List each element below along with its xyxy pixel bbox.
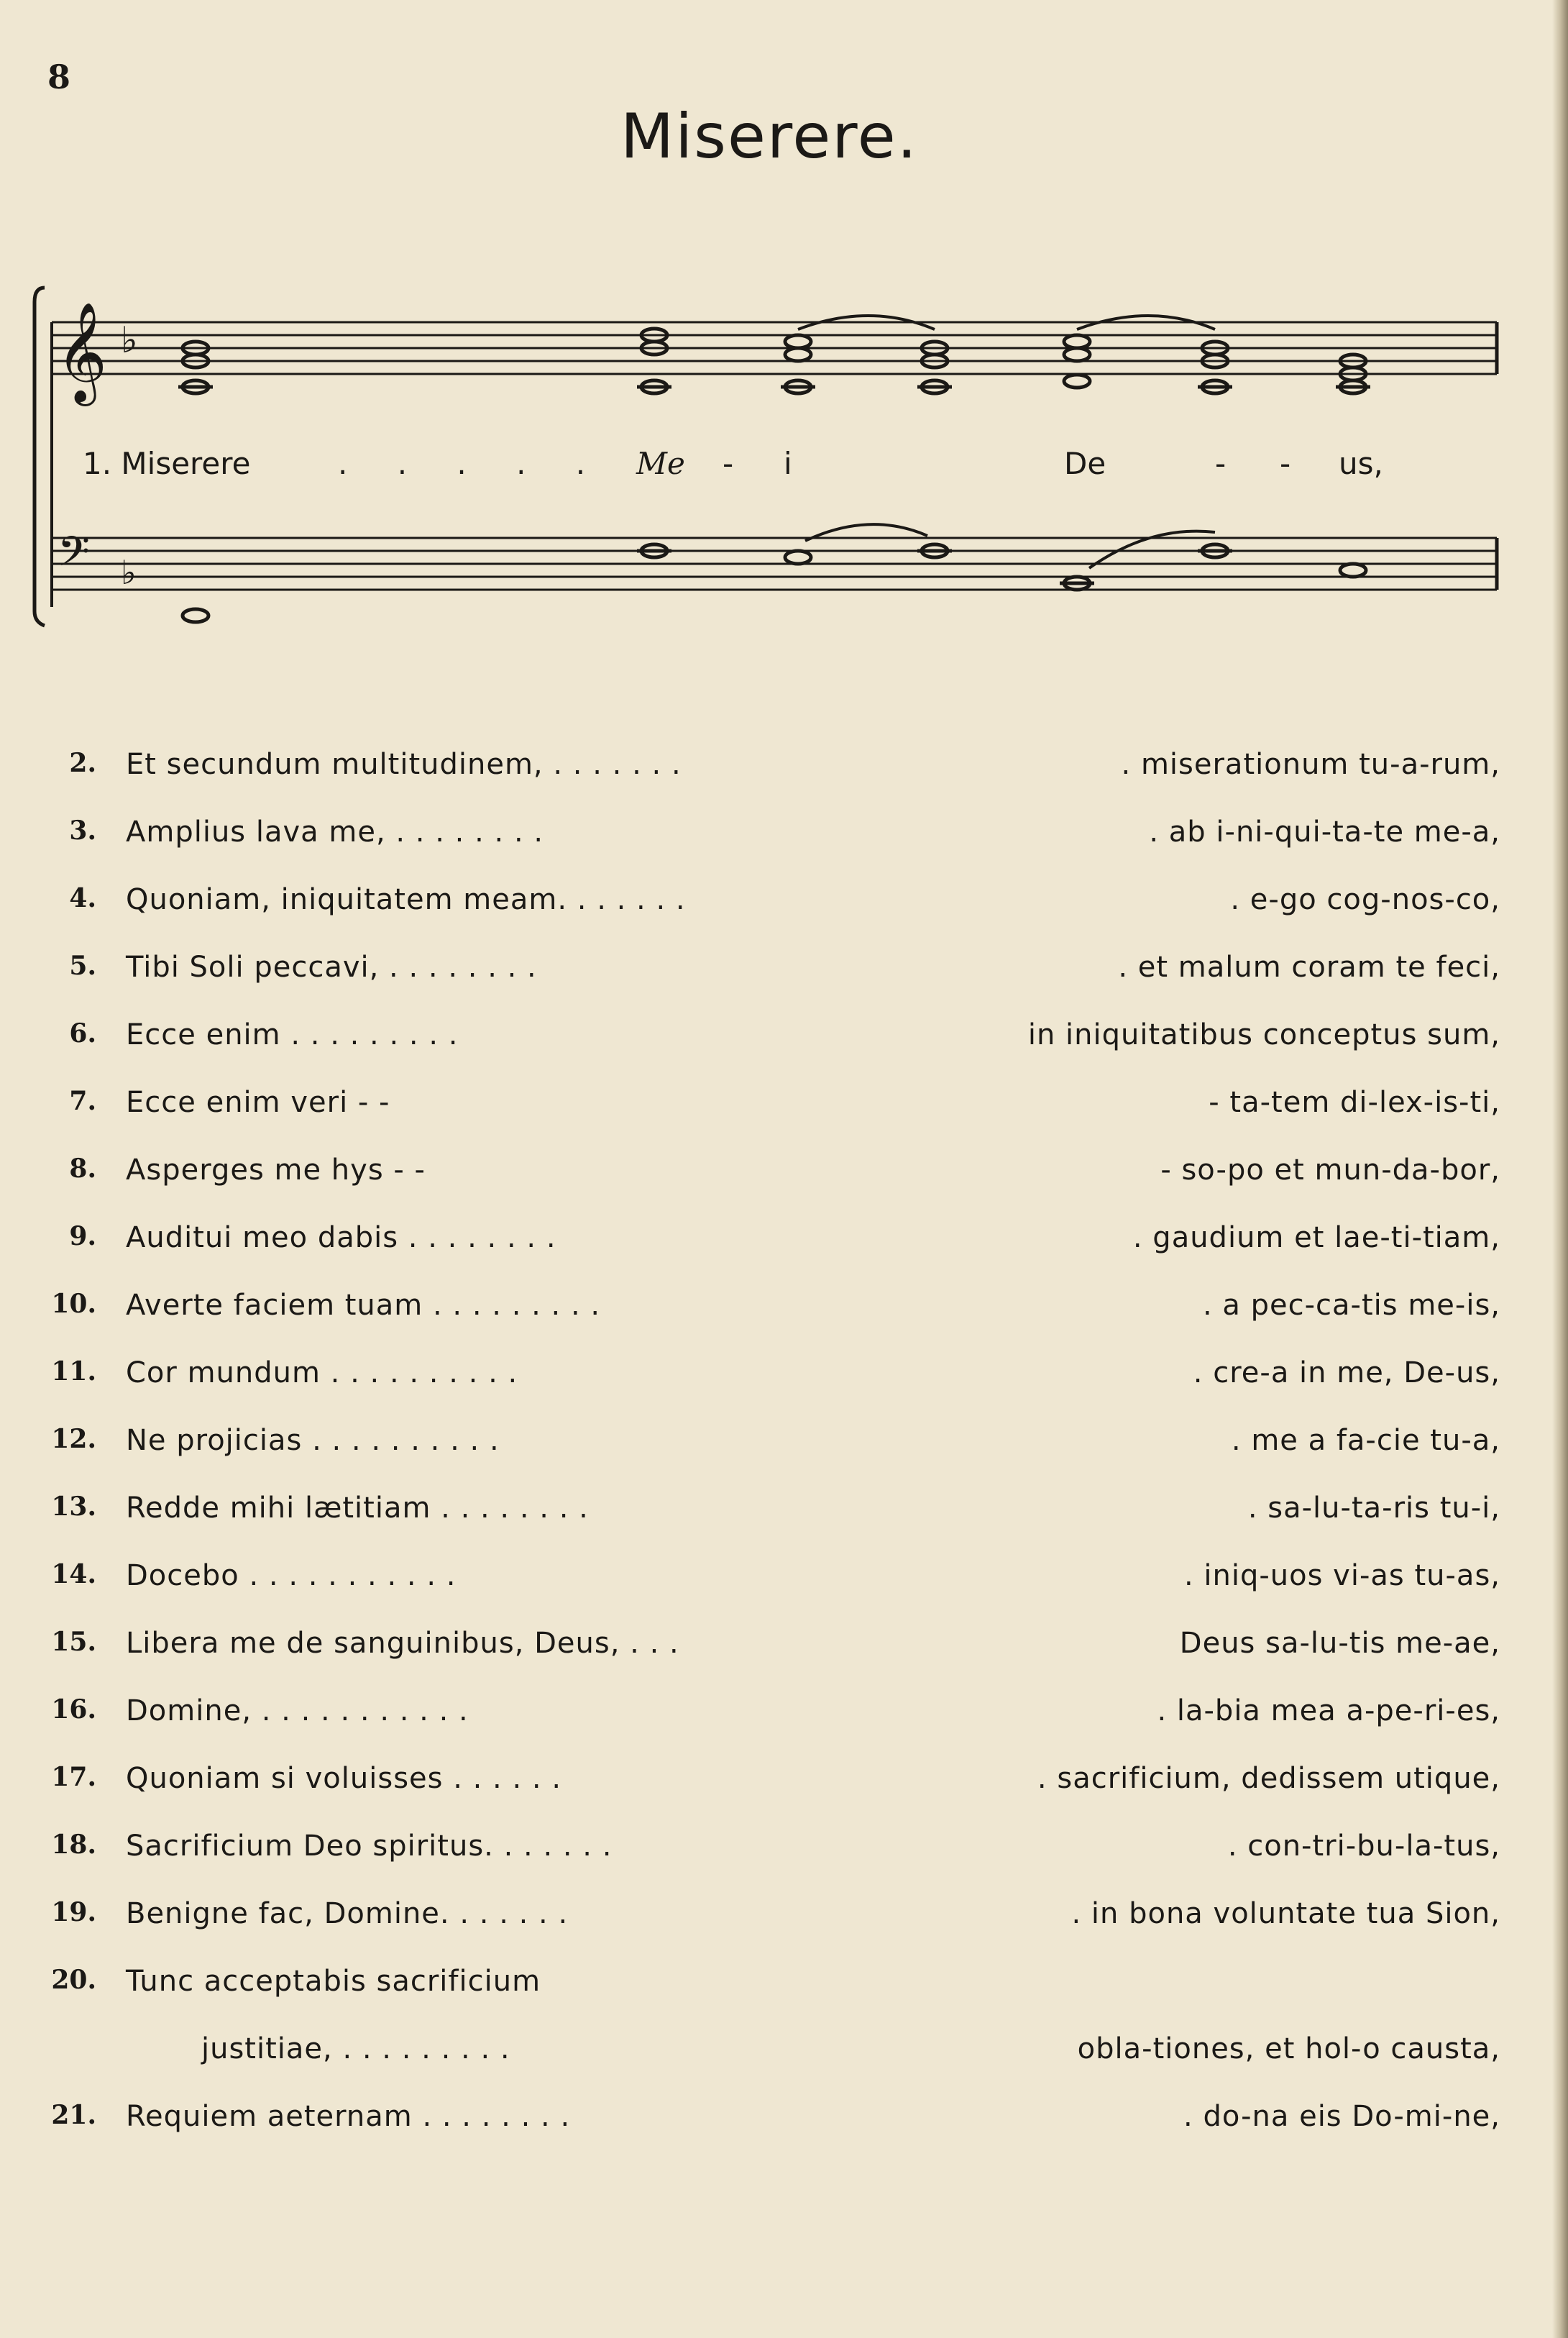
verse-row [0, 1221, 1568, 1271]
system-brace [35, 288, 45, 626]
verse-row [0, 1965, 1568, 2015]
verse-text-left: justitiae, . . . . . . . . . [201, 2032, 510, 2065]
bass-staff [52, 538, 1497, 590]
verse-row [0, 1086, 1568, 1136]
verse-row [0, 1897, 1568, 1947]
treble-chord-4 [917, 342, 952, 393]
verse-number: 10. [51, 1289, 96, 1319]
verse-row [0, 2100, 1568, 2150]
chant-lyric-hyphen-3: - [1280, 446, 1291, 481]
verse-number: 18. [51, 1830, 96, 1860]
verse-number: 3. [69, 816, 96, 846]
verse-text-right: . iniq-uos vi-as tu-as, [1183, 1559, 1500, 1592]
verse-row [0, 1492, 1568, 1542]
chant-lyric-de: De [1064, 446, 1106, 481]
verse-row [0, 1289, 1568, 1339]
verse-text-right: . con-tri-bu-la-tus, [1227, 1830, 1500, 1863]
verse-text-right: - ta-tem di-lex-is-ti, [1209, 1086, 1500, 1119]
verse-text-right: . in bona voluntate tua Sion, [1071, 1897, 1500, 1930]
bass-clef-icon: 𝄢 [58, 527, 91, 586]
verse-text-right: - so-po et mun-da-bor, [1160, 1154, 1500, 1187]
verse-row [0, 1154, 1568, 1204]
verse-row [0, 1762, 1568, 1812]
verse-row [0, 1424, 1568, 1474]
verse-number: 6. [69, 1018, 96, 1049]
page-number: 8 [47, 58, 71, 96]
flat-icon: ♭ [121, 319, 138, 361]
verse-row [0, 1356, 1568, 1407]
verse-text-left: Libera me de sanguinibus, Deus, . . . [126, 1627, 679, 1660]
chant-lyric-me: Me [636, 446, 685, 481]
verse-text-left: Quoniam, iniquitatem meam. . . . . . . [126, 883, 686, 916]
verse-text-left: Sacrificium Deo spiritus. . . . . . . [126, 1830, 613, 1863]
verse-row [0, 748, 1568, 798]
verse-text-right: . gaudium et lae-ti-tiam, [1132, 1221, 1500, 1254]
verse-number: 2. [69, 748, 96, 778]
verse-number: 21. [51, 2100, 96, 2130]
verse-number: 14. [51, 1559, 96, 1589]
verse-row [0, 883, 1568, 933]
verse-text-left: Docebo . . . . . . . . . . . [126, 1559, 457, 1592]
chant-lyric-hyphen-2: - [1215, 446, 1227, 481]
verse-text-right: . e-go cog-nos-co, [1230, 883, 1500, 916]
verse-number: 4. [69, 883, 96, 913]
verse-text-right: in iniquitatibus conceptus sum, [1027, 1018, 1500, 1051]
verse-text-right: . la-bia mea a-pe-ri-es, [1157, 1694, 1500, 1727]
verse-row [0, 1627, 1568, 1677]
verse-number: 9. [69, 1221, 96, 1251]
verse-text-left: Cor mundum . . . . . . . . . . [126, 1356, 518, 1389]
verse-number: 15. [51, 1627, 96, 1657]
verse-text-right: . cre-a in me, De-us, [1193, 1356, 1500, 1389]
chant-lyric-1: 1. Miserere [83, 446, 251, 481]
bass-note-1 [183, 609, 208, 622]
verse-text-right: . ab i-ni-qui-ta-te me-a, [1149, 816, 1500, 849]
verse-text-right: . sacrificium, dedissem utique, [1037, 1762, 1500, 1795]
bass-slur-2 [1089, 531, 1215, 568]
verse-text-left: Amplius lava me, . . . . . . . . [126, 816, 544, 849]
verse-text-left: Ecce enim veri - - [126, 1086, 390, 1119]
chant-lyric-i: i [784, 446, 792, 481]
page-title: Miserere. [620, 101, 918, 173]
verse-text-left: Asperges me hys - - [126, 1154, 426, 1187]
verse-row [0, 1694, 1568, 1745]
verse-text-left: Averte faciem tuam . . . . . . . . . [126, 1289, 601, 1322]
verse-number: 16. [51, 1694, 96, 1725]
verse-number: 13. [51, 1492, 96, 1522]
treble-staff [52, 322, 1497, 374]
verse-text-right: obla-tiones, et hol-o causta, [1077, 2032, 1500, 2065]
verse-text-left: Quoniam si voluisses . . . . . . [126, 1762, 562, 1795]
verse-number: 7. [69, 1086, 96, 1116]
chant-lyric-us: us, [1339, 446, 1383, 481]
chant-lyric-dots: . . . . . [338, 446, 606, 481]
verse-text-right: . et malum coram te feci, [1118, 951, 1500, 984]
treble-chord-1 [178, 342, 213, 393]
verse-text-left: Redde mihi lætitiam . . . . . . . . [126, 1492, 589, 1525]
verse-row [0, 1018, 1568, 1069]
chant-lyric-hyphen-1: - [723, 446, 734, 481]
verse-row [0, 1830, 1568, 1880]
verse-row [0, 1559, 1568, 1609]
verse-text-right: . a pec-ca-tis me-is, [1202, 1289, 1500, 1322]
treble-chord-6 [1198, 342, 1232, 393]
verse-text-left: Requiem aeternam . . . . . . . . [126, 2100, 571, 2133]
treble-clef-icon: 𝄞 [56, 302, 107, 402]
bass-note-7 [1340, 564, 1366, 577]
verse-text-left: Domine, . . . . . . . . . . . [126, 1694, 469, 1727]
verse-row [0, 951, 1568, 1001]
verse-row [0, 816, 1568, 866]
treble-chord-3 [781, 335, 815, 393]
verse-number: 11. [51, 1356, 96, 1387]
verse-text-right: . me a fa-cie tu-a, [1231, 1424, 1500, 1457]
verse-number: 17. [51, 1762, 96, 1792]
verse-number: 5. [69, 951, 96, 981]
bass-notes [183, 544, 1366, 622]
verse-number: 19. [51, 1897, 96, 1927]
verse-text-left: Tunc acceptabis sacrificium [126, 1965, 541, 1998]
verse-text-left: Tibi Soli peccavi, . . . . . . . . [126, 951, 537, 984]
verse-text-left: Ne projicias . . . . . . . . . . [126, 1424, 500, 1457]
verse-text-right: . miserationum tu-a-rum, [1121, 748, 1500, 781]
verse-text-right: . sa-lu-ta-ris tu-i, [1247, 1492, 1500, 1525]
verse-text-left: Ecce enim . . . . . . . . . [126, 1018, 459, 1051]
verse-number: 8. [69, 1154, 96, 1184]
bass-note-3 [785, 551, 811, 564]
verse-text-right: Deus sa-lu-tis me-ae, [1179, 1627, 1500, 1660]
verse-text-right: . do-na eis Do-mi-ne, [1183, 2100, 1500, 2133]
verse-number: 20. [51, 1965, 96, 1995]
verse-text-left: Et secundum multitudinem, . . . . . . . [126, 748, 682, 781]
bass-flat-icon: ♭ [121, 553, 137, 592]
verse-number: 12. [51, 1424, 96, 1454]
verse-text-left: Benigne fac, Domine. . . . . . . [126, 1897, 569, 1930]
verse-text-left: Auditui meo dabis . . . . . . . . [126, 1221, 556, 1254]
verse-row [0, 2032, 1568, 2083]
